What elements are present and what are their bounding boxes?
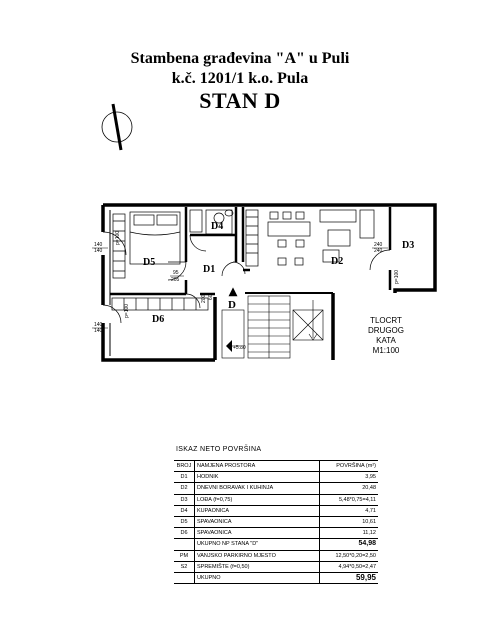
- table-row: [174, 561, 378, 572]
- cell-name: KUPAONICA: [195, 505, 320, 516]
- header-name: NAMJENA PROSTORA: [195, 461, 320, 472]
- cell-area: 3,95: [320, 472, 379, 483]
- cell-name: SPREMIŠTE (f=0,50): [195, 561, 320, 572]
- table-header-row: [174, 461, 378, 472]
- table-row: [174, 505, 378, 516]
- kitchen-living-furniture: [246, 210, 374, 266]
- dim-140-a: 140: [94, 242, 103, 248]
- cell-area: 20,48: [320, 483, 379, 494]
- total-row: [174, 572, 378, 583]
- subtotal-label: UKUPNO NP STANA "D": [195, 539, 320, 550]
- table-row: [174, 472, 378, 483]
- caption-line-1: TLOCRT: [370, 316, 402, 325]
- level-label: +5.80: [233, 345, 246, 351]
- cell-area: 4,71: [320, 505, 379, 516]
- cell-area: 4,94*0,50=2,47: [320, 561, 379, 572]
- level-marker: [226, 340, 246, 352]
- room-label-d5: D5: [143, 257, 156, 268]
- parcel-title: k.č. 1201/1 k.o. Pula: [171, 70, 309, 87]
- table-row: [174, 528, 378, 539]
- caption-line-4: M1:100: [372, 346, 400, 355]
- north-arrow-icon: [102, 104, 132, 150]
- inner-walls: [110, 207, 390, 294]
- table-row: [174, 494, 378, 505]
- table-row: [174, 516, 378, 527]
- dim-60: 60: [208, 294, 214, 300]
- room-label-d2: D2: [331, 256, 344, 267]
- cell-name: SPAVAONICA: [195, 516, 320, 527]
- dim-140-b: 140: [94, 248, 103, 254]
- subtotal-area: 54,98: [320, 539, 379, 550]
- room-label-d3: D3: [402, 240, 415, 251]
- total-area: 59,95: [320, 572, 379, 583]
- cell-area: 12,50*0,20=2,50: [320, 550, 379, 561]
- dim-p100-b: p=100: [124, 303, 130, 318]
- cell-no: D1: [174, 472, 195, 483]
- subtotal-row: [174, 539, 378, 550]
- cell-no: D3: [174, 494, 195, 505]
- dim-p100-c: p=100: [394, 269, 400, 284]
- dim-200: 200: [201, 294, 207, 303]
- cell-no: D6: [174, 528, 195, 539]
- cell-no: D4: [174, 505, 195, 516]
- cell-no: D5: [174, 516, 195, 527]
- cell-name: HODNIK: [195, 472, 320, 483]
- dim-95: 95: [173, 270, 179, 276]
- room-label-d1: D1: [203, 264, 216, 275]
- table-row: [174, 483, 378, 494]
- entry-label: D: [228, 299, 236, 311]
- area-table: [174, 460, 378, 584]
- cell-no: D2: [174, 483, 195, 494]
- dim-140-d: 140: [94, 328, 103, 334]
- project-title: Stambena građevina "A" u Puli: [130, 50, 350, 67]
- dim-240-a: 240: [374, 242, 383, 248]
- table-title: ISKAZ NETO POVRŠINA: [176, 446, 262, 453]
- dim-240-b: 240: [374, 248, 383, 254]
- cell-area: 10,61: [320, 516, 379, 527]
- room-label-d4: D4: [211, 221, 224, 232]
- apartment-title: STAN D: [199, 88, 281, 113]
- caption-line-3: KATA: [376, 336, 396, 345]
- header-no: BROJ: [174, 461, 195, 472]
- dim-205: 205: [171, 277, 180, 283]
- cell-no: PM: [174, 550, 195, 561]
- header-area: POVRŠINA (m²): [320, 461, 379, 472]
- cell-no: S2: [174, 561, 195, 572]
- cell-name: SPAVAONICA: [195, 528, 320, 539]
- cell-name: DNEVNI BORAVAK I KUHINJA: [195, 483, 320, 494]
- caption-line-2: DRUGOG: [368, 326, 404, 335]
- room-label-d6: D6: [152, 314, 165, 325]
- dim-140-c: 140: [94, 322, 103, 328]
- total-label: UKUPNO: [195, 572, 320, 583]
- bed-d5: [113, 212, 180, 278]
- dim-p100-a: p=100: [115, 230, 121, 245]
- cell-area: 11,12: [320, 528, 379, 539]
- cell-name: LOĐA (f=0,75): [195, 494, 320, 505]
- cell-area: 5,48*0,75=4,11: [320, 494, 379, 505]
- table-row: [174, 550, 378, 561]
- door-swings: [103, 232, 390, 323]
- cell-name: VANJSKO PARKIRNO MJESTO: [195, 550, 320, 561]
